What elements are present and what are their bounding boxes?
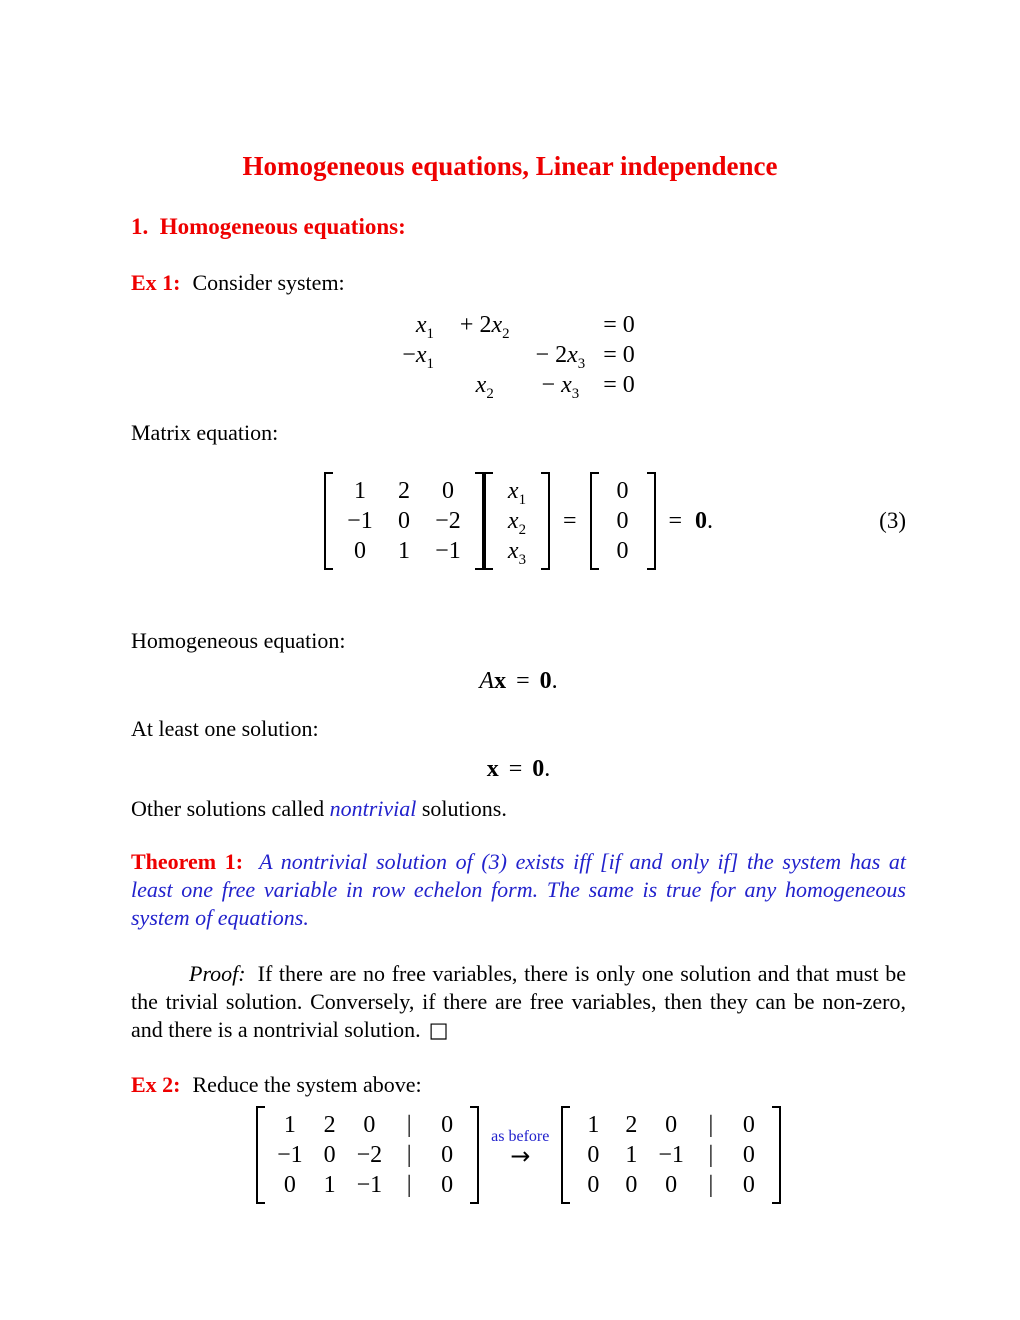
matrix-bracket-right [647,472,656,570]
nontrivial-line: Other solutions called nontrivial solutions. [131,796,507,821]
equals-sign: = [562,507,577,534]
matrix-bracket-left [561,1106,570,1204]
matrix-cell: | [708,1112,714,1138]
trivial-solution-line: x = 0. [486,756,551,782]
matrix-cell: 1 [587,1112,600,1138]
ex2-intro: Reduce the system above: [192,1072,422,1097]
matrix-cell [450,340,520,370]
matrix-cell: 0 [283,1172,296,1198]
matrix-cell: 1 [353,478,366,504]
matrix-cell: 0 [742,1112,755,1138]
matrix-equation-caption: Matrix equation: [131,420,279,445]
x-vector-symbol: x [494,668,507,694]
matrix-bracket-left [324,472,333,570]
augmented-matrix-after [561,1106,781,1204]
matrix-cell: 0 [363,1112,376,1138]
matrix-cell: − $2x_3$ [535,342,586,372]
matrix-cell: 0 [616,508,629,534]
matrix-bracket-right [470,1106,479,1204]
homogeneous-caption: Homogeneous equation: [131,628,346,653]
ex2-line [131,1070,906,1100]
matrix-cell: − $x_3$ [541,372,580,402]
theorem-body: A nontrivial solution of (3) exists iff [if and only if] the system has at least one free variable in row echelon form. The same is true for any homogeneous system of equations. [131,849,906,930]
zero-vector [590,472,656,570]
matrix-cell: 1 [625,1142,638,1168]
matrix-cell: = 0 [603,372,635,398]
nontrivial-emphasis: nontrivial [329,796,417,821]
right-arrow-icon: → [510,1141,531,1170]
matrix-cell: 0 [625,1172,638,1198]
matrix-cell: 0 [616,478,629,504]
equation-system-block [131,310,906,400]
matrix-cell: 2 [625,1112,638,1138]
matrix-cell: $x_3$ [507,538,526,568]
matrix-cell: $x_2$ [507,508,526,538]
bold-zero-term: 0. [695,507,714,534]
ex1-intro: Consider system: [192,270,345,295]
augmented-matrix-before [256,1106,479,1204]
matrix-cell: 2 [397,478,410,504]
matrix-bracket-left [256,1106,265,1204]
matrix-cell: | [406,1172,412,1198]
matrix-cell: 0 [323,1142,336,1168]
matrix-cell: 1 [323,1172,336,1198]
theorem-label: Theorem 1: [131,849,244,874]
page-title: Homogeneous equations, Linear independence [242,151,778,181]
equals-sign: = [668,507,683,534]
solution-caption: At least one solution: [131,716,319,741]
matrix-cell: 0 [616,538,629,564]
zero-vector-symbol: 0 [539,668,552,694]
matrix-cell: 0 [665,1112,678,1138]
arrow-annotation: as before [491,1127,550,1145]
equation-number: (3) [879,508,906,533]
matrix-cell: | [406,1142,412,1168]
matrix-cell: 0 [441,1112,454,1138]
matrix-cell: 0 [742,1142,755,1168]
matrix-cell: 0 [441,1142,454,1168]
qed-square-icon: □ [428,1018,449,1042]
matrix-bracket-left [484,472,493,570]
matrix-cell: 2 [323,1112,336,1138]
equation-system [402,310,634,400]
augmented-matrix-after-grid [570,1106,772,1204]
augmented-matrix-before-grid [265,1106,470,1204]
section-heading: 1. Homogeneous equations: [131,214,406,239]
matrix-cell: + $2x_2$ [459,312,510,342]
matrix-cell: 0 [587,1172,600,1198]
x-vector-symbol: x [486,756,499,782]
ex1-line [131,268,906,298]
matrix-cell: −2 [356,1142,383,1168]
homogeneous-equation-line: Ax = 0. [479,668,558,694]
equals-sign: = [508,756,523,782]
matrix-cell: 0 [587,1142,600,1168]
matrix-cell: = 0 [603,342,635,368]
theorem-1 [131,848,906,932]
matrix-cell: 1 [397,538,410,564]
matrix-bracket-right [772,1106,781,1204]
matrix-cell: 0 [353,538,366,564]
proof-paragraph [131,960,906,1044]
matrix-cell: = 0 [603,312,635,338]
matrix-cell: $x_1$ [415,312,434,342]
matrix-cell: −1 [356,1172,383,1198]
matrix-cell: | [708,1142,714,1168]
zero-vector-grid [599,472,647,570]
coefficient-matrix-grid [333,472,475,570]
matrix-cell: −2 [435,508,461,534]
equals-sign: = [516,668,530,694]
ex2-label: Ex 2: [131,1072,181,1097]
matrix-bracket-right [475,472,484,570]
matrix-A-symbol: A [479,668,495,694]
ex2-reduction-row [131,1106,906,1204]
variable-vector-grid [493,472,541,570]
matrix-cell: $x_1$ [507,478,526,508]
zero-vector-symbol: 0 [532,756,545,782]
proof-body: If there are no free variables, there is only one solution and that must be the trivial solution. Conversely, if there are free variables, then they can be non-zero, and there is a nontrivial solution. [131,961,906,1042]
reduction-arrow-block [491,1127,550,1170]
text-column [131,212,906,1204]
matrix-cell: −1 [347,508,373,534]
matrix-cell: −1 [277,1142,303,1168]
matrix-cell: 0 [441,478,454,504]
matrix-cell: 0 [441,1172,454,1198]
proof-label: Proof: [189,961,246,986]
matrix-cell: −1 [658,1142,684,1168]
variable-vector [484,472,550,570]
matrix-cell [402,370,434,400]
matrix-cell: 0 [397,508,410,534]
matrix-cell [536,310,586,340]
matrix-cell: $x_2$ [475,372,494,402]
matrix-bracket-left [590,472,599,570]
matrix-cell: 1 [283,1112,296,1138]
coefficient-matrix [324,472,484,570]
matrix-bracket-right [541,472,550,570]
matrix-cell: −1 [435,538,461,564]
ex1-label: Ex 1: [131,270,181,295]
matrix-cell: $-x_1$ [402,342,434,372]
matrix-cell: | [708,1172,714,1198]
matrix-equation-row [131,472,906,570]
matrix-cell: | [406,1112,412,1138]
matrix-cell: 0 [665,1172,678,1198]
matrix-cell: 0 [742,1172,755,1198]
